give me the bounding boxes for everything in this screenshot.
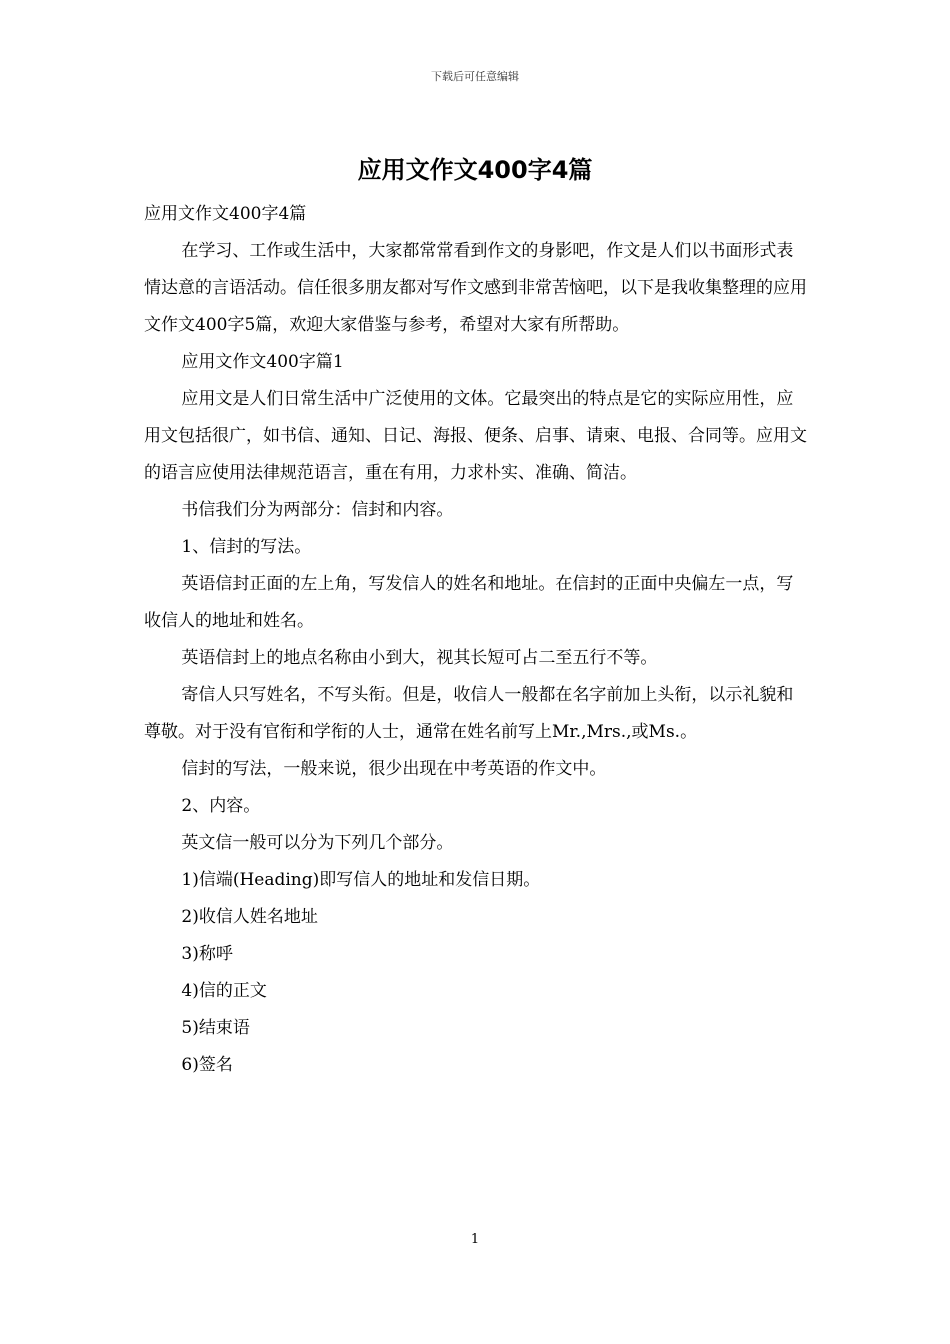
list-item: 1、信封的写法。 <box>181 537 312 557</box>
list-item: 2)收信人姓名地址 <box>181 907 318 927</box>
subtitle-paragraph: 应用文作文400字4篇 <box>144 204 307 224</box>
list-item: 2、内容。 <box>181 796 261 816</box>
section-heading: 应用文作文400字篇1 <box>181 352 344 372</box>
page-number: 1 <box>470 1232 480 1247</box>
document-title: 应用文作文400字4篇 <box>357 156 593 184</box>
body-paragraph: 信封的写法，一般来说，很少出现在中考英语的作文中。 <box>181 759 607 779</box>
body-paragraph: 英文信一般可以分为下列几个部分。 <box>181 833 454 853</box>
body-paragraph: 英语信封正面的左上角，写发信人的姓名和地址。在信封的正面中央偏左一点，写收信人的地址和姓名。 <box>144 574 794 631</box>
list-item: 3)称呼 <box>181 944 233 964</box>
intro-paragraph: 在学习、工作或生活中，大家都常常看到作文的身影吧，作文是人们以书面形式表情达意的言语活动。信任很多朋友都对写作文感到非常苦恼吧，以下是我收集整理的应用文作文400字5篇，欢迎大家借鉴与参考，希望对大家有所帮助。 <box>144 241 807 335</box>
list-item: 1)信端(Heading)即写信人的地址和发信日期。 <box>181 870 541 890</box>
body-paragraph: 寄信人只写姓名，不写头衔。但是，收信人一般都在名字前加上头衔，以示礼貌和尊敬。对于没有官衔和学衔的人士，通常在姓名前写上Mr.,Mrs.,或Ms.。 <box>144 685 794 742</box>
body-paragraph: 英语信封上的地点名称由小到大，视其长短可占二至五行不等。 <box>181 648 658 668</box>
list-item: 6)签名 <box>181 1055 233 1075</box>
header-note: 下载后可任意编辑 <box>431 70 519 83</box>
list-item: 4)信的正文 <box>181 981 267 1001</box>
list-item: 5)结束语 <box>181 1018 250 1038</box>
body-paragraph: 应用文是人们日常生活中广泛使用的文体。它最突出的特点是它的实际应用性，应用文包括很广，如书信、通知、日记、海报、便条、启事、请柬、电报、合同等。应用文的语言应使用法律规范语言，重在有用，力求朴实、准确、简洁。 <box>144 389 807 483</box>
document-body <box>144 196 810 1084</box>
body-paragraph: 书信我们分为两部分：信封和内容。 <box>181 500 454 520</box>
